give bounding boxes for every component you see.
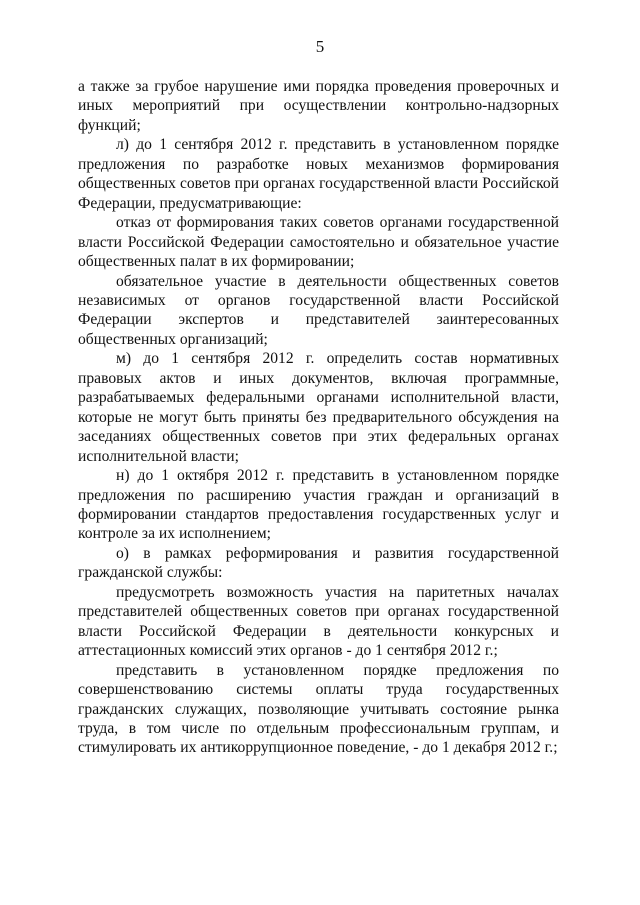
paragraph-item-m: м) до 1 сентября 2012 г. определить состав нормативных правовых актов и иных документов, включая программные, разрабатываемых федеральными органами исполнительной власти, которые не могут быть приняты без предварительного обсуждения на заседаниях общественных советов при этих федеральных органах исполнительной власти; — [78, 350, 559, 465]
page-number: 5 — [315, 37, 325, 56]
paragraph-item-l-sub-2: обязательное участие в деятельности общественных советов независимых от органов государственной власти Российской Федерации экспертов и представителей заинтересованных общественных организаций; — [78, 272, 559, 348]
paragraph-item-o: о) в рамках реформирования и развития государственной гражданской службы: — [78, 544, 559, 582]
paragraph-item-o-sub-1: предусмотреть возможность участия на паритетных началах представителей общественных советов при органах государственной власти Российской Федерации в деятельности конкурсных и аттестационных комиссий этих органов - до 1 сентября 2012 г.; — [78, 583, 559, 660]
document-body — [78, 77, 559, 758]
paragraph-item-l: л) до 1 сентября 2012 г. представить в установленном порядке предложения по разработке новых механизмов формирования общественных советов при органах государственной власти Российской Федерации, предусматривающие: — [78, 136, 559, 212]
paragraph-item-n: н) до 1 октября 2012 г. представить в установленном порядке предложения по расширению участия граждан и организаций в формировании стандартов предоставления государственных услуг и контроле за их исполнением; — [78, 467, 559, 543]
paragraph-item-l-sub-1: отказ от формирования таких советов органами государственной власти Российской Федерации самостоятельно и обязательное участие общественных палат в их формировании; — [78, 214, 559, 271]
paragraph-intro-continuation: а также за грубое нарушение ими порядка проведения проверочных и иных мероприятий при осуществлении контрольно-надзорных функций; — [78, 78, 559, 134]
paragraph-item-o-sub-2: представить в установленном порядке предложения по совершенствованию системы оплаты труда государственных гражданских служащих, позволяющие учитывать состояние рынка труда, в том числе по отдельным профессиональным группам, и стимулировать их антикоррупционное поведение, - до 1 декабря 2012 г.; — [78, 661, 559, 757]
